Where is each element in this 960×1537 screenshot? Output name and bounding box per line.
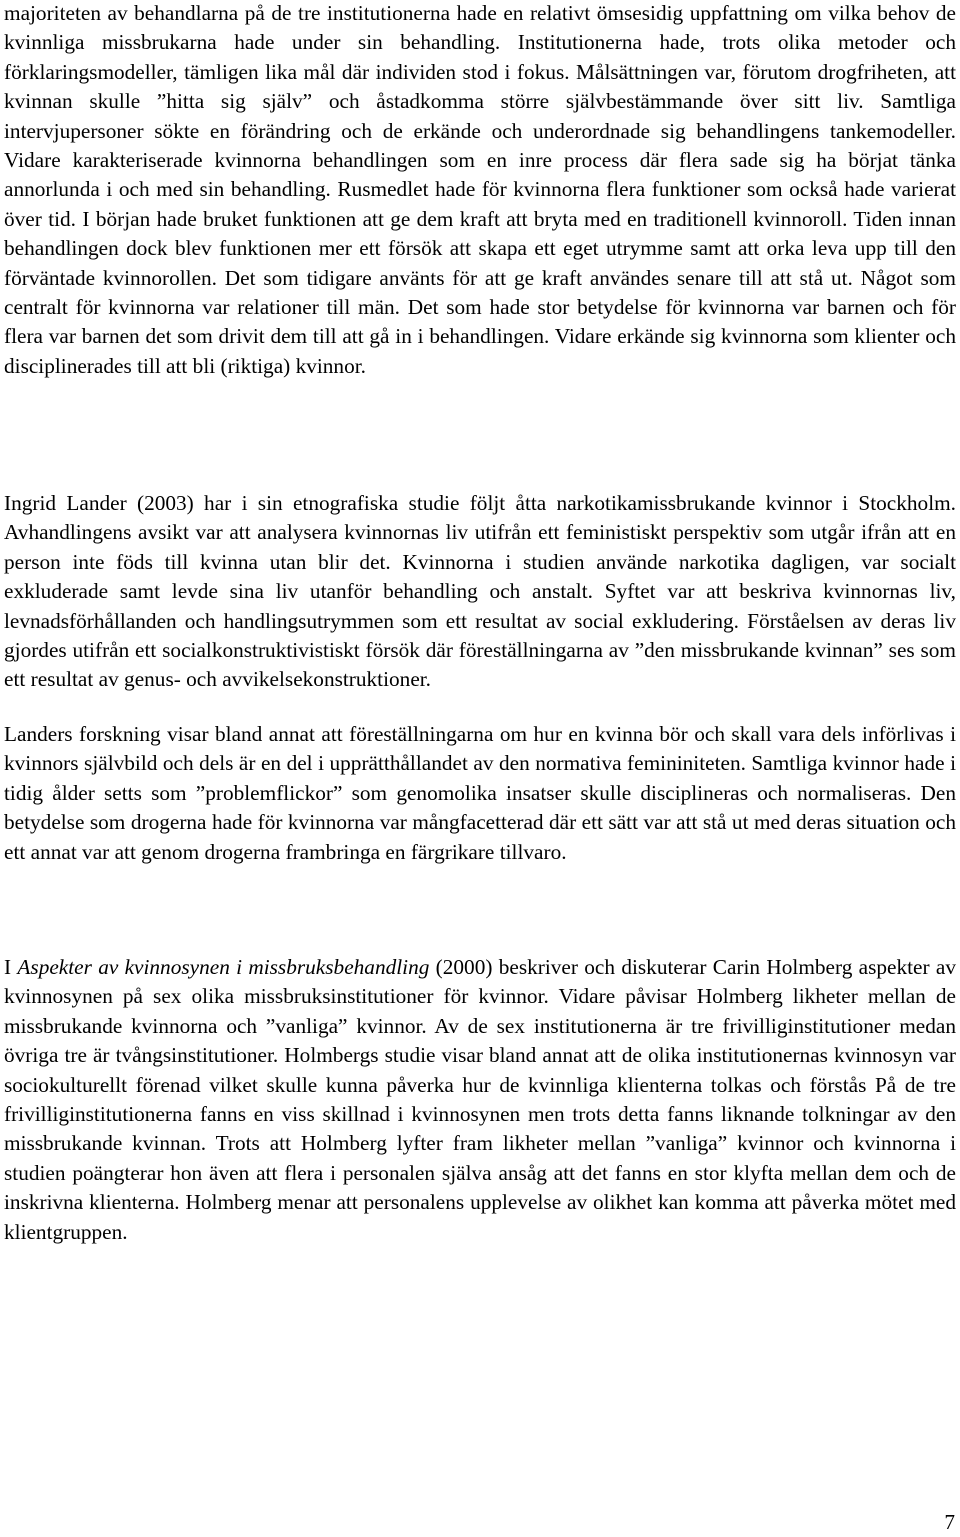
- paragraph-lander-study: Ingrid Lander (2003) har i sin etnografiska studie följt åtta narkotikamissbrukande kvinnor i Stockholm. Avhandlingens avsikt var att analysera kvinnornas liv utifrån ett feministiskt perspektiv som utgår ifrån att en person inte föds till kvinna utan blir det. Kvinnorna i studien använde narkotika dagligen, var socialt exkluderade samt levde sina liv utanför behandling och anstalt. Syftet var att beskriva kvinnornas liv, levnadsförhållanden och handlingsutrymmen som ett resultat av social exkludering. Förståelsen av deras liv gjordes utifrån ett socialkonstruktivistiskt försök där föreställningarna av ”den missbrukande kvinnan” ses som ett resultat av genus- och avvikelsekonstruktioner.: [4, 491, 956, 692]
- book-title: Aspekter av kvinnosynen i missbruksbehandling: [17, 955, 430, 979]
- page-number: 7: [944, 1510, 955, 1534]
- paragraph-holmberg-study: [4, 953, 956, 1247]
- paragraph-lander-findings: Landers forskning visar bland annat att föreställningarna om hur en kvinna bör och skall vara dels införlivas i kvinnors självbild och dels är en del i upprätthållandet av den normativa femininiteten. Samtliga kvinnor hade i tidig ålder setts som ”problemflickor” som genomolika insatser skulle disciplineras och normaliseras. Den betydelse som drogerna hade för kvinnorna var mångfacetterad där ett sätt var att stå ut med deras situation och ett annat var att genom drogerna frambringa en färgrikare tillvaro.: [4, 722, 956, 864]
- paragraph-institutions-summary: majoriteten av behandlarna på de tre institutionerna hade en relativt ömsesidig uppfattning om vilka behov de kvinnliga missbrukarna hade under sin behandling. Institutionerna hade, trots olika metoder och förklaringsmodeller, tämligen lika mål där individen stod i fokus. Målsättningen var, förutom drogfriheten, att kvinnan skulle ”hitta sig själv” och åstadkomma större självbestämmande över sitt liv. Samtliga intervjupersoner sökte en förändring och de erkände och underordnade sig behandlingens tankemodeller. Vidare karakteriserade kvinnorna behandlingen som en inre process där flera sade sig ha börjat tänka annorlunda i och med sin behandling. Rusmedlet hade för kvinnorna flera funktioner som också hade varierat över tid. I början hade bruket funktionen att ge dem kraft att bryta med en traditionell kvinnoroll. Tiden innan behandlingen dock blev funktionen mer ett försök att skapa ett eget utrymme samt att orka leva upp till den förväntade kvinnorollen. Det som tidigare använts för att ge kraft användes senare till att stå ut. Något som centralt för kvinnorna var relationer till män. Det som hade stor betydelse för kvinnorna var barnen och för flera var barnen det som drivit dem till att gå in i behandlingen. Vidare erkände sig kvinnorna som klienter och disciplinerades till att bli (riktiga) kvinnor.: [4, 1, 956, 378]
- paragraph-body: (2000) beskriver och diskuterar Carin Holmberg aspekter av kvinnosynen på sex olika missbruksinstitutioner för kvinnor. Vidare påvisar Holmberg likheter mellan de missbrukande kvinnorna och ”vanliga” kvinnor. Av de sex institutionerna är tre frivilliginstitutioner medan övriga tre är tvångsinstitutioner. Holmbergs studie visar bland annat att de olika institutionernas kvinnosyn var sociokulturellt förenad vilket skulle kunna påverka hur de kvinnliga klienterna tolkas och förstås På de tre frivilliginstitutionerna fanns en viss skillnad i kvinnosynen men trots detta fanns liknande tolkningar av den missbrukande kvinnan. Trots att Holmberg lyfter fram likheter mellan ”vanliga” kvinnor och kvinnorna i studien poängterar hon även att flera i personalen själva ansåg att det fanns en stor klyfta mellan dem och de inskrivna klienterna. Holmberg menar att personalens upplevelse av olikhet kan komma att påverka mötet med klientgruppen.: [4, 955, 956, 1244]
- paragraph-prefix: I: [4, 955, 18, 979]
